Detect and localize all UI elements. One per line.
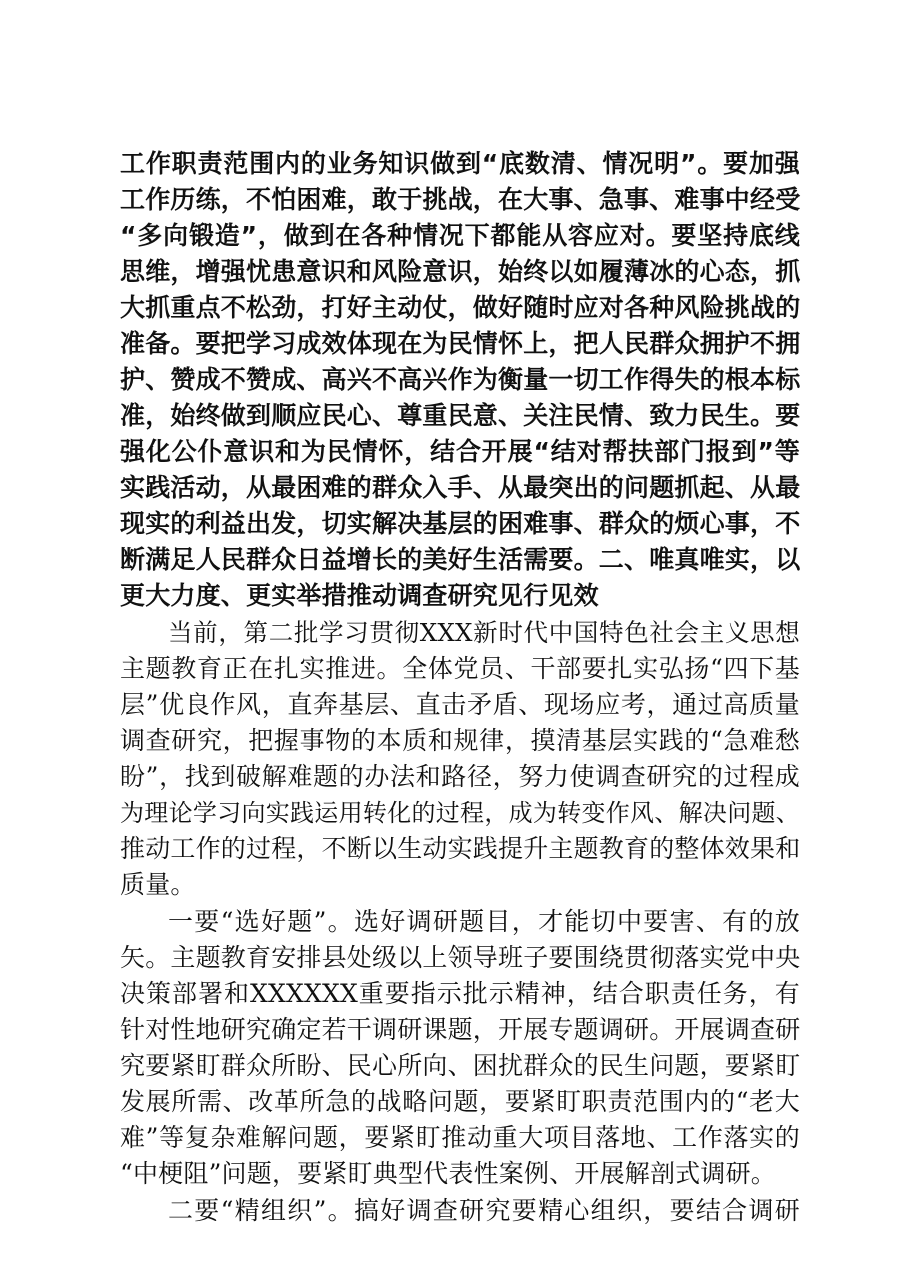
text-line: 矢。主题教育安排县处级以上领导班子要围绕贯彻落实党中央 [120,943,801,972]
paragraph-first-line: 当前，第二批学习贯彻XXX新时代中国特色社会主义思想 [168,618,800,647]
text-line: 思维，增强忧患意识和风险意识，始终以如履薄冰的心态，抓 [120,257,801,286]
text-line: 工作历练，不怕困难，敢于挑战，在大事、急事、难事中经受 [120,185,801,214]
text-line: 为理论学习向实践运用转化的过程，成为转变作风、解决问题、 [120,799,800,827]
text-line: “多向锻造”，做到在各种情况下都能从容应对。要坚持底线 [120,221,800,250]
text-line: 盼”，找到破解难题的办法和路径，努力使调查研究的过程成 [120,762,800,791]
text-line: 断满足人民群众日益增长的美好生活需要。二、唯真唯实，以 [120,545,801,574]
text-line: 强化公仆意识和为民情怀，结合开展“结对帮扶部门报到”等 [120,437,800,466]
text-line: 实践活动，从最困难的群众入手、从最突出的问题抓起、从最 [120,473,801,502]
text-line: 准，始终做到顺应民心、尊重民意、关注民情、致力民生。要 [120,401,801,430]
text-line: 调查研究，把握事物的本质和规律，摸清基层实践的“急难愁 [120,726,800,755]
text-line: 决策部署和XXXXXX重要指示批示精神，结合职责任务，有 [120,979,800,1008]
text-line: 推动工作的过程，不断以生动实践提升主题教育的整体效果和 [120,834,801,863]
text-line: 现实的利益出发，切实解决基层的困难事、群众的烦心事，不 [120,509,801,538]
paragraph-first-line: 一要“选好题”。选好调研题目，才能切中要害、有的放 [168,907,800,936]
text-line: 护、赞成不赞成、高兴不高兴作为衡量一切工作得失的根本标 [120,365,801,394]
text-line: 究要紧盯群众所盼、民心所向、困扰群众的民生问题，要紧盯 [120,1051,801,1080]
text-line: 针对性地研究确定若干调研课题，开展专题调研。开展调查研 [120,1015,801,1044]
section-heading: 更大力度、更实举措推动调查研究见行见效 [120,581,599,610]
text-line: 难”等复杂难解问题，要紧盯推动重大项目落地、工作落实的 [120,1123,800,1152]
paragraph-first-line: 二要“精组织”。搞好调查研究要精心组织，要结合调研 [168,1196,800,1225]
text-line: 大抓重点不松劲，打好主动仗，做好随时应对各种风险挑战的 [120,293,801,322]
text-line: 准备。要把学习成效体现在为民情怀上，把人民群众拥护不拥 [120,329,801,358]
text-line: 发展所需、改革所急的战略问题，要紧盯职责范围内的“老大 [120,1087,800,1116]
text-line: 层”优良作风，直奔基层、直击矛盾、现场应考，通过高质量 [120,690,800,719]
text-line: 质量。 [120,870,196,899]
text-line: 主题教育正在扎实推进。全体党员、干部要扎实弘扬“四下基 [120,654,800,683]
text-line: “中梗阻”问题，要紧盯典型代表性案例、开展解剖式调研。 [120,1159,776,1188]
text-line: 工作职责范围内的业务知识做到“底数清、情况明”。要加强 [120,149,800,178]
